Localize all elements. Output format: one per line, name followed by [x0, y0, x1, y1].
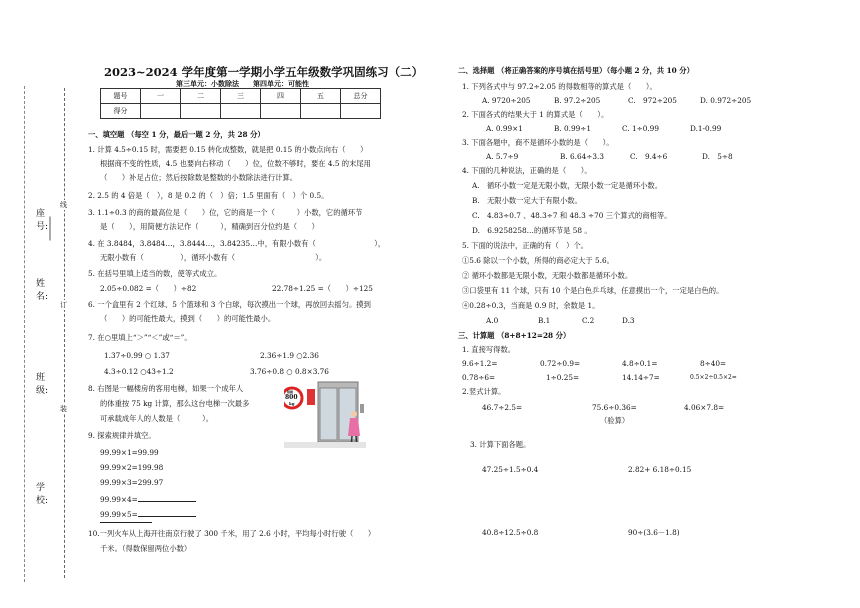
page-title: 2023~2024 学年度第一学期小学五年级数学巩固练习（二）: [104, 65, 424, 79]
seat-label: 座号:: [36, 209, 49, 232]
class-label: 班级:: [36, 373, 49, 396]
option[interactable]: B. 0.99÷1: [554, 124, 592, 133]
option[interactable]: D. 6.9258258…的循环节是 58 。: [472, 226, 592, 235]
score-cell[interactable]: [221, 104, 261, 119]
option[interactable]: D.1-0.99: [690, 124, 722, 133]
q6-line: 6. 一个盒里有 2 个红球、5 个篮球和 3 个白球，每次摸出一个球，再放回去摇匀。摸到: [88, 300, 371, 309]
binding-strip: [26, 88, 67, 588]
choice-q3: 3. 下面各题中，商不是循环小数的是（ ）。: [462, 138, 614, 147]
option[interactable]: C. 1÷0.99: [622, 124, 659, 133]
calc-item: 40.8÷12.5÷0.8: [482, 528, 539, 537]
cut-char: 装: [60, 405, 67, 413]
name-label: 姓名:: [36, 279, 49, 302]
section-choice: 二、选择题 （将正确答案的序号填在括号里）（每小题 2 分，共 10 分）: [458, 66, 694, 75]
q9-item-text: 99.99×4=: [100, 495, 138, 504]
sign-value: 800: [285, 394, 298, 401]
calc-q2: 2.竖式计算。: [462, 387, 506, 396]
q9-item: [100, 508, 196, 520]
score-cell[interactable]: [301, 104, 341, 119]
cut-char: 订: [60, 301, 67, 309]
q1-line: 根据商不变的性质，4.5 也要向右移动（ ）位，位数不够时，要在 4.5 的末尾用: [100, 159, 371, 168]
section-fill-blank: 一、填空题 （每空 1 分，最后一题 2 分，共 28 分）: [88, 130, 265, 139]
choice-q2: 2. 下面各式的结果大于 1 的算式是（ ）。: [462, 110, 609, 119]
calc-item: 47.25÷1.5÷0.4: [482, 465, 539, 474]
score-header-cell: 总分: [341, 89, 381, 104]
calc-item: 0.5×2÷0.5×2=: [690, 374, 737, 381]
fold-line: [24, 86, 26, 582]
option[interactable]: C. 972÷205: [628, 96, 677, 105]
q4-line: 无限小数有（ ），循环小数有（ ）。: [100, 253, 327, 262]
q9-item: [100, 493, 196, 505]
q7-item: 1.37÷0.99 ○ 1.37: [104, 351, 170, 360]
option[interactable]: C.2: [582, 316, 595, 325]
calc-item: 90÷(3.6－1.8): [628, 528, 680, 537]
statement: ② 循环小数都是无限小数，无限小数都是循环小数。: [462, 271, 633, 280]
blank-line: [50, 217, 51, 241]
option[interactable]: B.1: [538, 316, 551, 325]
statement: ③口袋里有 11 个球，只有 10 个是白色乒乓球，任意摸出一个，一定是白色的。: [462, 286, 724, 295]
score-table: [100, 88, 381, 119]
score-cell[interactable]: [261, 104, 301, 119]
q3-line: 3. 1.1÷0.3 的商的最高位是（ ）位，它的商是一个（ ）小数，它的循环节: [88, 208, 363, 217]
choice-q5: 5. 下面的说法中，正确的有（ ）个。: [462, 241, 589, 250]
score-header-cell: 一: [141, 89, 181, 104]
calc-item: 9.6÷1.2=: [462, 359, 498, 368]
score-header-cell: 五: [301, 89, 341, 104]
q7-line: 7. 在○里填上“＞”“＜”或“＝”。: [88, 333, 192, 342]
option[interactable]: A. 循环小数一定是无限小数，无限小数一定是循环小数。: [472, 181, 663, 190]
q7-item: 3.76÷0.8 ○ 0.8×3.76: [250, 367, 329, 376]
sign-unit: kg: [289, 401, 295, 406]
calc-item: 46.7÷2.5=: [482, 403, 523, 412]
answer-blank[interactable]: [138, 493, 196, 502]
calc-q1: 1. 直接写得数。: [462, 345, 516, 354]
calc-item: 0.72÷0.9=: [540, 359, 581, 368]
calc-item: 14.14÷7=: [622, 373, 660, 382]
q8-line: 的体重按 75 kg 计算，那么这台电梯一次最多: [100, 399, 250, 408]
score-header-cell: 四: [261, 89, 301, 104]
q1-line: （ ）补足占位；然后按除数是整数的小数除法进行计算。: [100, 173, 298, 182]
q7-item: 4.3÷0.12 ○43÷1.2: [104, 367, 174, 376]
score-cell[interactable]: [141, 104, 181, 119]
score-cell[interactable]: [181, 104, 221, 119]
option[interactable]: C. 4.83÷0.7 、48.3÷7 和 48.3 ÷70 三个算式的商相等。: [472, 211, 672, 220]
check-note: （验算）: [600, 416, 630, 425]
q8-line: 可承载成年人的人数是（ ）。: [100, 414, 214, 423]
q10-line: 10.一列火车从上海开往南京行驶了 300 千米，用了 2.6 小时，平均每小时行驶（ ）: [88, 529, 376, 538]
calc-item: 1÷0.25=: [546, 373, 580, 382]
option[interactable]: B. 6.64÷3.3: [560, 152, 604, 161]
q9-item: 99.99×2=199.98: [100, 463, 164, 472]
page-subtitle: 第三单元：小数除法 第四单元：可能性: [176, 79, 309, 88]
q6-line: （ ）的可能性最大，摸到（ ）的可能性最小。: [100, 314, 276, 323]
answer-blank[interactable]: [138, 508, 196, 517]
calc-item: 4.8÷0.1=: [622, 359, 658, 368]
elevator-icon: [284, 378, 366, 456]
calc-item: 2.82+ 6.18÷0.15: [628, 465, 692, 474]
q9-item-text: 99.99×5=: [100, 510, 138, 519]
q1-line: 1. 计算 4.5÷0.15 时，需要把 0.15 转化成整数，就是把 0.15 的小数点向右（ ）: [88, 145, 368, 154]
q8-line: 8. 右图是一幅楼房的客用电梯，如果一个成年人: [88, 384, 244, 393]
option[interactable]: C. 9.4÷6: [630, 152, 668, 161]
option[interactable]: D. 5÷8: [702, 152, 733, 161]
choice-q1: 1. 下列各式中与 97.2÷2.05 的得数相等的算式是（ ）。: [462, 82, 657, 91]
score-header-cell: 二: [181, 89, 221, 104]
q9-line: 9. 探索规律并填空。: [88, 431, 156, 440]
score-header-cell: 三: [221, 89, 261, 104]
calc-item: 8÷40=: [700, 359, 727, 368]
q5-item: 22.78÷1.25 =（ ）÷125: [272, 284, 373, 293]
calc-item: 75.6÷0.36=: [592, 403, 637, 412]
option[interactable]: A.0: [486, 316, 499, 325]
q9-item: 99.99×3=299.97: [100, 478, 164, 487]
calc-q3: 3. 计算下面各题。: [470, 440, 531, 449]
option[interactable]: B. 无限小数一定大于有限小数。: [472, 196, 582, 205]
q5-item: 2.05÷0.082 =（ ）÷82: [100, 284, 197, 293]
option[interactable]: A. 9720÷205: [482, 96, 531, 105]
cut-char: 线: [60, 201, 67, 209]
q10-line: 千米。（得数保留两位小数）: [100, 544, 192, 553]
q4-line: 4. 在 3.8484，3.8484…，3.8444…，3.84235…中，有限小数有（ ），: [88, 239, 386, 248]
school-label: 学校:: [36, 483, 49, 506]
score-row-label: 得分: [101, 104, 141, 119]
cut-line: [64, 88, 66, 578]
option[interactable]: D. 0.972÷205: [700, 96, 752, 105]
q5-line: 5. 在括号里填上适当的数，使等式成立。: [88, 269, 222, 278]
calc-item: 4.06×7.8=: [684, 403, 725, 412]
section-calc: 三、计算题 （8+8+12=28 分）: [458, 331, 571, 340]
sign-top: 限载: [287, 390, 294, 394]
score-cell[interactable]: [341, 104, 381, 119]
option[interactable]: B. 97.2÷205: [554, 96, 601, 105]
statement: ④0.28÷0.3，当商是 0.9 时，余数是 1。: [462, 301, 600, 310]
q9-item: 99.99×1=99.99: [100, 448, 159, 457]
q2-line: 2. 2.5 的 4 倍是（ ），8 是 0.2 的（ ）倍；1.5 里面有（ ）个 0.5。: [88, 191, 329, 200]
option[interactable]: A. 5.7÷9: [486, 152, 519, 161]
calc-item: 0.78÷6=: [462, 373, 496, 382]
score-header-cell: 题号: [101, 89, 141, 104]
choice-q4: 4. 下面的几种说法，正确的是（ ）。: [462, 166, 592, 175]
option[interactable]: D.3: [622, 316, 635, 325]
answer-blank[interactable]: [100, 522, 152, 523]
statement: ①5.6 除以一个小数，所得的商必定大于 5.6。: [462, 256, 614, 265]
q3-line: 是（ ），用简便方法记作（ ），精确到百分位约是（ ）: [100, 222, 319, 231]
q7-item: 2.36÷1.9 ○2.36: [260, 351, 319, 360]
elevator-illustration: [284, 378, 366, 456]
option[interactable]: A. 0.99×1: [486, 124, 523, 133]
